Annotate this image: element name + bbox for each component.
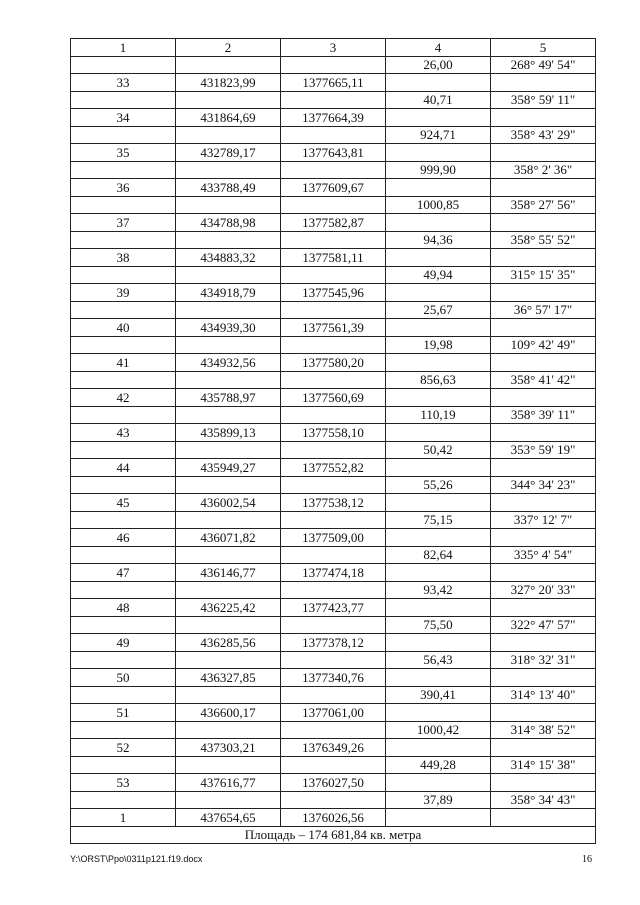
- segment-row: [71, 161, 596, 179]
- area-total: Площадь – 174 681,84 кв. метра: [71, 826, 596, 844]
- segment-angle: 314° 15' 38": [491, 756, 596, 774]
- point-x: 436600,17: [176, 704, 281, 722]
- empty-cell: [176, 161, 281, 179]
- empty-cell: [386, 214, 491, 232]
- segment-row: [71, 231, 596, 249]
- empty-cell: [386, 809, 491, 827]
- point-row: [71, 669, 596, 687]
- empty-cell: [176, 616, 281, 634]
- empty-cell: [176, 266, 281, 284]
- empty-cell: [386, 249, 491, 267]
- empty-cell: [281, 476, 386, 494]
- empty-cell: [176, 791, 281, 809]
- point-y: 1377378,12: [281, 634, 386, 652]
- empty-cell: [491, 459, 596, 477]
- segment-row: [71, 476, 596, 494]
- empty-cell: [71, 476, 176, 494]
- empty-cell: [386, 599, 491, 617]
- empty-cell: [71, 196, 176, 214]
- empty-cell: [176, 441, 281, 459]
- point-row: [71, 424, 596, 442]
- empty-cell: [176, 581, 281, 599]
- segment-angle: 358° 39' 11": [491, 406, 596, 424]
- point-x: 437303,21: [176, 739, 281, 757]
- segment-angle: 358° 34' 43": [491, 791, 596, 809]
- segment-row: [71, 511, 596, 529]
- segment-row: [71, 91, 596, 109]
- empty-cell: [491, 669, 596, 687]
- empty-cell: [71, 581, 176, 599]
- empty-cell: [176, 406, 281, 424]
- point-y: 1377560,69: [281, 389, 386, 407]
- point-row: [71, 354, 596, 372]
- point-number: 43: [71, 424, 176, 442]
- empty-cell: [386, 109, 491, 127]
- point-number: 50: [71, 669, 176, 687]
- empty-cell: [176, 686, 281, 704]
- segment-length: 856,63: [386, 371, 491, 389]
- footer-page-number: 16: [582, 854, 592, 865]
- point-number: 38: [71, 249, 176, 267]
- empty-cell: [281, 581, 386, 599]
- segment-length: 94,36: [386, 231, 491, 249]
- point-number: 51: [71, 704, 176, 722]
- empty-cell: [176, 196, 281, 214]
- segment-angle: 344° 34' 23": [491, 476, 596, 494]
- point-x: 435788,97: [176, 389, 281, 407]
- empty-cell: [281, 441, 386, 459]
- point-row: [71, 179, 596, 197]
- segment-angle: 335° 4' 54": [491, 546, 596, 564]
- empty-cell: [281, 721, 386, 739]
- point-y: 1377061,00: [281, 704, 386, 722]
- empty-cell: [386, 354, 491, 372]
- segment-row: [71, 791, 596, 809]
- point-x: 431823,99: [176, 74, 281, 92]
- segment-length: 56,43: [386, 651, 491, 669]
- empty-cell: [71, 686, 176, 704]
- point-y: 1377581,11: [281, 249, 386, 267]
- empty-cell: [386, 284, 491, 302]
- empty-cell: [176, 721, 281, 739]
- segment-angle: 358° 43' 29": [491, 126, 596, 144]
- footer-file-path: Y:\ORST\Ppo\0311p121.f19.docx: [70, 854, 203, 864]
- segment-length: 924,71: [386, 126, 491, 144]
- empty-cell: [491, 739, 596, 757]
- segment-angle: 327° 20' 33": [491, 581, 596, 599]
- empty-cell: [386, 389, 491, 407]
- segment-length: 1000,42: [386, 721, 491, 739]
- point-row: [71, 529, 596, 547]
- empty-cell: [281, 336, 386, 354]
- empty-cell: [491, 424, 596, 442]
- segment-angle: 322° 47' 57": [491, 616, 596, 634]
- point-y: 1377580,20: [281, 354, 386, 372]
- point-row: [71, 459, 596, 477]
- point-y: 1377538,12: [281, 494, 386, 512]
- point-y: 1377664,39: [281, 109, 386, 127]
- empty-cell: [386, 144, 491, 162]
- segment-angle: 314° 13' 40": [491, 686, 596, 704]
- point-number: 49: [71, 634, 176, 652]
- empty-cell: [281, 126, 386, 144]
- segment-length: 75,50: [386, 616, 491, 634]
- empty-cell: [71, 511, 176, 529]
- segment-length: 999,90: [386, 161, 491, 179]
- point-x: 434932,56: [176, 354, 281, 372]
- point-number: 44: [71, 459, 176, 477]
- point-row: [71, 704, 596, 722]
- point-number: 37: [71, 214, 176, 232]
- empty-cell: [281, 511, 386, 529]
- point-x: 435949,27: [176, 459, 281, 477]
- point-number: 36: [71, 179, 176, 197]
- segment-length: 37,89: [386, 791, 491, 809]
- segment-row: [71, 371, 596, 389]
- point-number: 40: [71, 319, 176, 337]
- empty-cell: [386, 459, 491, 477]
- point-x: 434918,79: [176, 284, 281, 302]
- segment-angle: 315° 15' 35": [491, 266, 596, 284]
- segment-angle: 358° 2' 36": [491, 161, 596, 179]
- point-row: [71, 389, 596, 407]
- empty-cell: [386, 494, 491, 512]
- segment-angle: 314° 38' 52": [491, 721, 596, 739]
- point-number: 1: [71, 809, 176, 827]
- empty-cell: [281, 91, 386, 109]
- empty-cell: [386, 564, 491, 582]
- empty-cell: [176, 476, 281, 494]
- column-header-3: 3: [281, 39, 386, 57]
- point-number: 45: [71, 494, 176, 512]
- point-y: 1377340,76: [281, 669, 386, 687]
- segment-length: 19,98: [386, 336, 491, 354]
- segment-angle: 268° 49' 54": [491, 56, 596, 74]
- empty-cell: [491, 564, 596, 582]
- empty-cell: [386, 179, 491, 197]
- segment-length: 49,94: [386, 266, 491, 284]
- point-y: 1377609,67: [281, 179, 386, 197]
- empty-cell: [176, 546, 281, 564]
- segment-row: [71, 721, 596, 739]
- empty-cell: [281, 791, 386, 809]
- column-header-4: 4: [386, 39, 491, 57]
- area-row: [71, 826, 596, 844]
- segment-row: [71, 301, 596, 319]
- point-row: [71, 774, 596, 792]
- segment-angle: 353° 59' 19": [491, 441, 596, 459]
- empty-cell: [281, 546, 386, 564]
- empty-cell: [71, 266, 176, 284]
- segment-row: [71, 441, 596, 459]
- point-row: [71, 809, 596, 827]
- empty-cell: [176, 301, 281, 319]
- point-y: 1376027,50: [281, 774, 386, 792]
- empty-cell: [281, 371, 386, 389]
- point-x: 434883,32: [176, 249, 281, 267]
- segment-row: [71, 266, 596, 284]
- segment-row: [71, 546, 596, 564]
- point-x: 434788,98: [176, 214, 281, 232]
- point-y: 1377665,11: [281, 74, 386, 92]
- point-y: 1376026,56: [281, 809, 386, 827]
- segment-row: [71, 126, 596, 144]
- empty-cell: [281, 756, 386, 774]
- column-header-1: 1: [71, 39, 176, 57]
- empty-cell: [71, 756, 176, 774]
- point-row: [71, 739, 596, 757]
- point-number: 39: [71, 284, 176, 302]
- point-row: [71, 284, 596, 302]
- point-number: 34: [71, 109, 176, 127]
- segment-row: [71, 616, 596, 634]
- point-y: 1376349,26: [281, 739, 386, 757]
- empty-cell: [491, 319, 596, 337]
- segment-angle: 109° 42' 49": [491, 336, 596, 354]
- empty-cell: [71, 91, 176, 109]
- empty-cell: [176, 56, 281, 74]
- point-x: 434939,30: [176, 319, 281, 337]
- point-number: 42: [71, 389, 176, 407]
- empty-cell: [386, 319, 491, 337]
- empty-cell: [281, 301, 386, 319]
- point-row: [71, 599, 596, 617]
- empty-cell: [71, 161, 176, 179]
- empty-cell: [491, 809, 596, 827]
- point-x: 431864,69: [176, 109, 281, 127]
- empty-cell: [491, 529, 596, 547]
- point-x: 436146,77: [176, 564, 281, 582]
- coordinates-table: [70, 38, 596, 844]
- empty-cell: [71, 56, 176, 74]
- column-header-2: 2: [176, 39, 281, 57]
- point-y: 1377474,18: [281, 564, 386, 582]
- segment-row: [71, 581, 596, 599]
- point-y: 1377582,87: [281, 214, 386, 232]
- point-x: 436327,85: [176, 669, 281, 687]
- point-x: 436225,42: [176, 599, 281, 617]
- empty-cell: [281, 231, 386, 249]
- empty-cell: [386, 669, 491, 687]
- empty-cell: [386, 424, 491, 442]
- empty-cell: [491, 249, 596, 267]
- point-y: 1377423,77: [281, 599, 386, 617]
- empty-cell: [491, 599, 596, 617]
- point-y: 1377545,96: [281, 284, 386, 302]
- empty-cell: [386, 74, 491, 92]
- segment-angle: 36° 57' 17": [491, 301, 596, 319]
- segment-length: 449,28: [386, 756, 491, 774]
- point-y: 1377561,39: [281, 319, 386, 337]
- point-x: 437616,77: [176, 774, 281, 792]
- empty-cell: [176, 231, 281, 249]
- empty-cell: [71, 721, 176, 739]
- empty-cell: [71, 126, 176, 144]
- empty-cell: [281, 266, 386, 284]
- column-header-5: 5: [491, 39, 596, 57]
- empty-cell: [176, 756, 281, 774]
- empty-cell: [386, 774, 491, 792]
- point-x: 433788,49: [176, 179, 281, 197]
- empty-cell: [386, 739, 491, 757]
- empty-cell: [176, 651, 281, 669]
- point-row: [71, 109, 596, 127]
- header-row: [71, 39, 596, 57]
- point-row: [71, 634, 596, 652]
- empty-cell: [281, 406, 386, 424]
- point-number: 53: [71, 774, 176, 792]
- point-row: [71, 494, 596, 512]
- empty-cell: [176, 91, 281, 109]
- empty-cell: [176, 336, 281, 354]
- empty-cell: [281, 651, 386, 669]
- point-y: 1377552,82: [281, 459, 386, 477]
- segment-length: 55,26: [386, 476, 491, 494]
- segment-row: [71, 336, 596, 354]
- empty-cell: [491, 704, 596, 722]
- segment-length: 50,42: [386, 441, 491, 459]
- segment-angle: 358° 41' 42": [491, 371, 596, 389]
- segment-length: 82,64: [386, 546, 491, 564]
- empty-cell: [71, 791, 176, 809]
- point-y: 1377558,10: [281, 424, 386, 442]
- segment-angle: 358° 27' 56": [491, 196, 596, 214]
- empty-cell: [386, 634, 491, 652]
- segment-length: 93,42: [386, 581, 491, 599]
- empty-cell: [491, 109, 596, 127]
- point-row: [71, 74, 596, 92]
- empty-cell: [491, 774, 596, 792]
- point-number: 33: [71, 74, 176, 92]
- point-number: 41: [71, 354, 176, 372]
- segment-angle: 358° 55' 52": [491, 231, 596, 249]
- empty-cell: [71, 651, 176, 669]
- empty-cell: [386, 704, 491, 722]
- point-x: 436071,82: [176, 529, 281, 547]
- empty-cell: [491, 389, 596, 407]
- empty-cell: [71, 371, 176, 389]
- empty-cell: [281, 161, 386, 179]
- empty-cell: [491, 179, 596, 197]
- empty-cell: [491, 214, 596, 232]
- segment-row: [71, 406, 596, 424]
- segment-angle: 358° 59' 11": [491, 91, 596, 109]
- point-x: 432789,17: [176, 144, 281, 162]
- segment-row: [71, 651, 596, 669]
- point-row: [71, 144, 596, 162]
- point-number: 47: [71, 564, 176, 582]
- segment-length: 40,71: [386, 91, 491, 109]
- point-row: [71, 564, 596, 582]
- empty-cell: [71, 546, 176, 564]
- empty-cell: [71, 301, 176, 319]
- empty-cell: [386, 529, 491, 547]
- empty-cell: [491, 144, 596, 162]
- segment-row: [71, 756, 596, 774]
- segment-angle: 318° 32' 31": [491, 651, 596, 669]
- point-row: [71, 319, 596, 337]
- segment-row: [71, 56, 596, 74]
- point-y: 1377509,00: [281, 529, 386, 547]
- point-y: 1377643,81: [281, 144, 386, 162]
- point-number: 52: [71, 739, 176, 757]
- empty-cell: [491, 284, 596, 302]
- empty-cell: [71, 616, 176, 634]
- empty-cell: [281, 196, 386, 214]
- empty-cell: [281, 686, 386, 704]
- segment-length: 1000,85: [386, 196, 491, 214]
- empty-cell: [71, 231, 176, 249]
- empty-cell: [281, 616, 386, 634]
- empty-cell: [71, 441, 176, 459]
- empty-cell: [176, 511, 281, 529]
- point-x: 436002,54: [176, 494, 281, 512]
- point-x: 436285,56: [176, 634, 281, 652]
- segment-length: 25,67: [386, 301, 491, 319]
- segment-angle: 337° 12' 7": [491, 511, 596, 529]
- empty-cell: [71, 406, 176, 424]
- empty-cell: [491, 494, 596, 512]
- segment-length: 75,15: [386, 511, 491, 529]
- empty-cell: [71, 336, 176, 354]
- segment-length: 26,00: [386, 56, 491, 74]
- point-number: 48: [71, 599, 176, 617]
- empty-cell: [176, 371, 281, 389]
- segment-length: 390,41: [386, 686, 491, 704]
- segment-length: 110,19: [386, 406, 491, 424]
- empty-cell: [176, 126, 281, 144]
- empty-cell: [491, 354, 596, 372]
- point-number: 35: [71, 144, 176, 162]
- empty-cell: [281, 56, 386, 74]
- point-row: [71, 249, 596, 267]
- point-number: 46: [71, 529, 176, 547]
- empty-cell: [491, 74, 596, 92]
- point-x: 437654,65: [176, 809, 281, 827]
- point-x: 435899,13: [176, 424, 281, 442]
- segment-row: [71, 686, 596, 704]
- segment-row: [71, 196, 596, 214]
- point-row: [71, 214, 596, 232]
- empty-cell: [491, 634, 596, 652]
